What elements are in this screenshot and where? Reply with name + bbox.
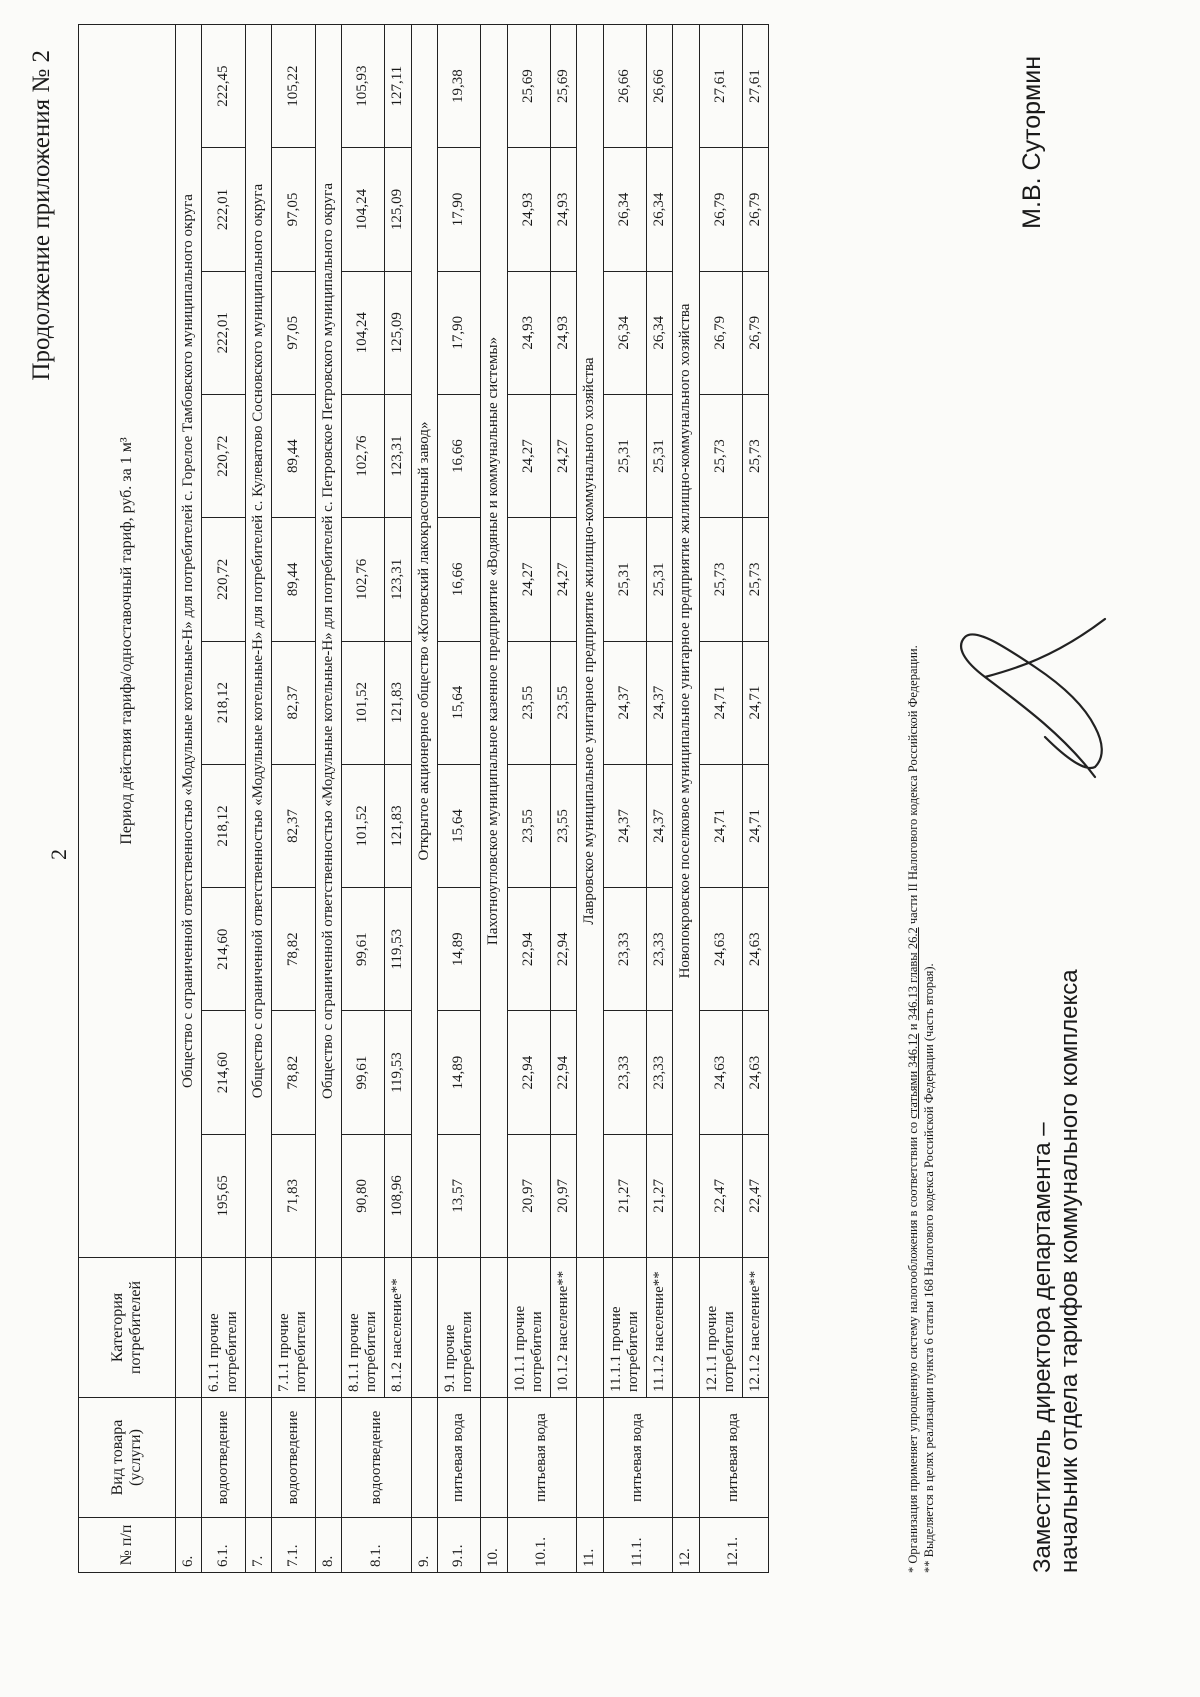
tariff-value: 15,64 (437, 764, 481, 887)
tariff-value: 24,93 (507, 271, 551, 394)
section-spacer (673, 1258, 699, 1398)
tariff-value: 22,47 (743, 1134, 769, 1257)
section-spacer (176, 1258, 202, 1398)
section-spacer (673, 1398, 699, 1518)
table-row (699, 25, 743, 1573)
footnote-link-346-12[interactable]: статьями 346.12 (906, 1033, 920, 1119)
section-title: Лавровское муниципальное унитарное предприятие жилищно-коммунального хозяйства (577, 25, 603, 1258)
tariff-value: 24,71 (699, 764, 743, 887)
table-body (176, 25, 769, 1573)
tariff-value: 23,33 (647, 888, 673, 1011)
tariff-value: 22,47 (699, 1134, 743, 1257)
tariff-value: 222,01 (202, 271, 246, 394)
product-type: питьевая вода (507, 1398, 577, 1518)
product-type: водоотведение (202, 1398, 246, 1518)
tariff-value: 22,94 (507, 888, 551, 1011)
tariff-value: 25,31 (647, 394, 673, 517)
tariff-value: 25,69 (507, 25, 551, 148)
tariff-value: 222,45 (202, 25, 246, 148)
footnote-1: * Организация применяет упрощенную систему налогообложения в соответствии со статьями 346.12 и 346.13 главы 26.2 части II Налогового кодекса Российской Федерации. (906, 645, 920, 1573)
consumer-category: 8.1.1 прочие потребители (341, 1258, 385, 1398)
tariff-value: 89,44 (272, 394, 316, 517)
row-code: 7.1. (272, 1518, 316, 1573)
tariff-value: 24,71 (743, 641, 769, 764)
tariff-value: 24,37 (603, 764, 647, 887)
tariff-value: 27,61 (743, 25, 769, 148)
tariff-value: 119,53 (385, 1011, 411, 1134)
signatory-name: М.В. Сутормин (1018, 56, 1046, 229)
section-header-row (411, 25, 437, 1573)
footnote-link-346-13[interactable]: 346.13 главы 26.2 (906, 927, 920, 1021)
table-row (341, 25, 385, 1573)
tariff-value: 78,82 (272, 1011, 316, 1134)
table-row (507, 25, 551, 1573)
product-type: питьевая вода (437, 1398, 481, 1518)
header-period: Период действия тарифа/одноставочный тариф, руб. за 1 м³ (79, 25, 176, 1258)
table-row (437, 25, 481, 1573)
tariff-value: 102,76 (341, 394, 385, 517)
row-code: 12.1. (699, 1518, 769, 1573)
section-spacer (411, 1398, 437, 1518)
tariff-value: 24,93 (551, 148, 577, 271)
tariff-value: 26,79 (743, 148, 769, 271)
tariff-value: 24,37 (647, 641, 673, 764)
row-code: 8.1. (341, 1518, 411, 1573)
table-row (385, 25, 411, 1573)
header-category: Категория потребителей (79, 1258, 176, 1398)
section-title: Пахотноугловское муниципальное казенное предприятие «Водяные и коммунальные системы» (481, 25, 507, 1258)
tariff-value: 24,37 (603, 641, 647, 764)
section-header-row (577, 25, 603, 1573)
tariff-value: 127,11 (385, 25, 411, 148)
tariff-value: 214,60 (202, 888, 246, 1011)
section-code: 8. (315, 1518, 341, 1573)
tariff-value: 218,12 (202, 641, 246, 764)
consumer-category: 8.1.2 население** (385, 1258, 411, 1398)
tariff-value: 26,34 (603, 148, 647, 271)
tariff-value: 26,34 (647, 148, 673, 271)
section-spacer (245, 1258, 271, 1398)
section-spacer (176, 1398, 202, 1518)
tariff-value: 121,83 (385, 641, 411, 764)
tariff-value: 24,27 (507, 394, 551, 517)
section-title: Общество с ограниченной ответственностью «Модульные котельные-Н» для потребителей с. Кулеватово Сосновского муниципального округа (245, 25, 271, 1258)
section-title: Открытое акционерное общество «Котовский лакокрасочный завод» (411, 25, 437, 1258)
row-code: 11.1. (603, 1518, 673, 1573)
tariff-value: 121,83 (385, 764, 411, 887)
section-title: Новопокровское поселковое муниципальное унитарное предприятие жилищно-коммунального хозяйства (673, 25, 699, 1258)
section-code: 9. (411, 1518, 437, 1573)
tariff-value: 26,34 (647, 271, 673, 394)
consumer-category: 7.1.1 прочие потребители (272, 1258, 316, 1398)
tariff-value: 23,55 (551, 764, 577, 887)
tariff-value: 218,12 (202, 764, 246, 887)
section-spacer (481, 1398, 507, 1518)
table-row (551, 25, 577, 1573)
tariff-value: 123,31 (385, 518, 411, 641)
consumer-category: 11.1.1 прочие потребители (603, 1258, 647, 1398)
consumer-category: 12.1.2 население** (743, 1258, 769, 1398)
table-row (743, 25, 769, 1573)
tariff-value: 119,53 (385, 888, 411, 1011)
tariff-value: 26,79 (699, 148, 743, 271)
tariff-value: 99,61 (341, 888, 385, 1011)
row-code: 6.1. (202, 1518, 246, 1573)
product-type: питьевая вода (699, 1398, 769, 1518)
page-number: 2 (46, 849, 71, 860)
tariff-value: 24,93 (551, 271, 577, 394)
tariff-value: 23,55 (507, 641, 551, 764)
section-spacer (481, 1258, 507, 1398)
section-spacer (577, 1258, 603, 1398)
tariff-value: 26,66 (603, 25, 647, 148)
tariff-value: 90,80 (341, 1134, 385, 1257)
tariff-value: 21,27 (603, 1134, 647, 1257)
tariff-value: 101,52 (341, 764, 385, 887)
tariff-value: 20,97 (551, 1134, 577, 1257)
section-header-row (245, 25, 271, 1573)
section-code: 12. (673, 1518, 699, 1573)
tariff-value: 222,01 (202, 148, 246, 271)
tariff-value: 99,61 (341, 1011, 385, 1134)
row-code: 10.1. (507, 1518, 577, 1573)
tariff-value: 14,89 (437, 888, 481, 1011)
tariff-value: 22,94 (507, 1011, 551, 1134)
table-row (202, 25, 246, 1573)
tariff-value: 25,73 (743, 518, 769, 641)
product-type: водоотведение (272, 1398, 316, 1518)
consumer-category: 12.1.1 прочие потребители (699, 1258, 743, 1398)
tariff-value: 78,82 (272, 888, 316, 1011)
handwritten-signature (945, 607, 1115, 797)
tariff-value: 25,31 (603, 394, 647, 517)
tariff-value: 24,93 (507, 148, 551, 271)
tariff-value: 125,09 (385, 271, 411, 394)
tariff-value: 22,94 (551, 1011, 577, 1134)
product-type: водоотведение (341, 1398, 411, 1518)
tariff-value: 108,96 (385, 1134, 411, 1257)
tariff-value: 16,66 (437, 394, 481, 517)
tariff-value: 82,37 (272, 641, 316, 764)
appendix-title: Продолжение приложения № 2 (28, 50, 55, 381)
tariff-value: 23,33 (603, 1011, 647, 1134)
section-spacer (577, 1398, 603, 1518)
tariff-value: 14,89 (437, 1011, 481, 1134)
tariff-value: 27,61 (699, 25, 743, 148)
section-header-row (315, 25, 341, 1573)
tariff-value: 105,22 (272, 25, 316, 148)
section-title: Общество с ограниченной ответственностью «Модульные котельные-Н» для потребителей с. Петровское Петровского муниципального округа (315, 25, 341, 1258)
tariff-value: 195,65 (202, 1134, 246, 1257)
header-index: № п/п (79, 1518, 176, 1573)
tariff-value: 20,97 (507, 1134, 551, 1257)
consumer-category: 9.1 прочие потребители (437, 1258, 481, 1398)
tariff-value: 25,73 (699, 394, 743, 517)
tariff-value: 23,55 (551, 641, 577, 764)
tariff-value: 97,05 (272, 271, 316, 394)
tariff-value: 16,66 (437, 518, 481, 641)
tariff-value: 24,63 (743, 888, 769, 1011)
tariff-value: 25,31 (603, 518, 647, 641)
tariff-value: 24,63 (699, 1011, 743, 1134)
tariff-value: 22,94 (551, 888, 577, 1011)
section-header-row (176, 25, 202, 1573)
header-product: Вид товара (услуги) (79, 1398, 176, 1518)
position-line-1: Заместитель директора департамента – (1029, 1122, 1056, 1573)
tariff-value: 97,05 (272, 148, 316, 271)
section-spacer (315, 1258, 341, 1398)
tariff-value: 102,76 (341, 518, 385, 641)
table-row (272, 25, 316, 1573)
tariff-value: 26,79 (743, 271, 769, 394)
signature-position (1030, 969, 1084, 1573)
tariff-value: 13,57 (437, 1134, 481, 1257)
section-code: 11. (577, 1518, 603, 1573)
tariff-value: 24,37 (647, 764, 673, 887)
table-row (603, 25, 647, 1573)
section-code: 7. (245, 1518, 271, 1573)
tariff-value: 104,24 (341, 271, 385, 394)
tariff-value: 220,72 (202, 518, 246, 641)
tariff-value: 24,63 (743, 1011, 769, 1134)
tariff-value: 104,24 (341, 148, 385, 271)
section-spacer (245, 1398, 271, 1518)
tariff-value: 71,83 (272, 1134, 316, 1257)
row-code: 9.1. (437, 1518, 481, 1573)
tariff-value: 25,31 (647, 518, 673, 641)
position-line-2: начальник отдела тарифов коммунального комплекса (1055, 969, 1083, 1573)
tariff-value: 26,79 (699, 271, 743, 394)
tariff-value: 24,71 (743, 764, 769, 887)
tariff-value: 19,38 (437, 25, 481, 148)
section-header-row (481, 25, 507, 1573)
tariff-value: 220,72 (202, 394, 246, 517)
consumer-category: 6.1.1 прочие потребители (202, 1258, 246, 1398)
footnotes (905, 645, 938, 1573)
tariff-value: 25,73 (699, 518, 743, 641)
consumer-category: 11.1.2 население** (647, 1258, 673, 1398)
tariff-value: 25,73 (743, 394, 769, 517)
tariff-value: 25,69 (551, 25, 577, 148)
section-header-row (673, 25, 699, 1573)
tariff-value: 26,34 (603, 271, 647, 394)
tariff-value: 24,27 (507, 518, 551, 641)
tariff-value: 23,33 (647, 1011, 673, 1134)
tariff-value: 24,27 (551, 394, 577, 517)
tariff-value: 214,60 (202, 1011, 246, 1134)
tariff-value: 123,31 (385, 394, 411, 517)
section-spacer (411, 1258, 437, 1398)
tariff-value: 105,93 (341, 25, 385, 148)
tariff-value: 125,09 (385, 148, 411, 271)
tariff-value: 21,27 (647, 1134, 673, 1257)
section-code: 6. (176, 1518, 202, 1573)
tariff-value: 24,27 (551, 518, 577, 641)
consumer-category: 10.1.2 население** (551, 1258, 577, 1398)
tariff-value: 89,44 (272, 518, 316, 641)
tariff-value: 17,90 (437, 271, 481, 394)
section-spacer (315, 1398, 341, 1518)
tariff-value: 23,55 (507, 764, 551, 887)
product-type: питьевая вода (603, 1398, 673, 1518)
table-header-row (79, 25, 176, 1573)
tariff-table (78, 24, 769, 1573)
tariff-value: 26,66 (647, 25, 673, 148)
section-code: 10. (481, 1518, 507, 1573)
footnote-2: ** Выделяется в целях реализации пункта 6 статьи 168 Налогового кодекса Российской Федерации (часть вторая). (922, 963, 937, 1573)
tariff-value: 24,63 (699, 888, 743, 1011)
tariff-value: 23,33 (603, 888, 647, 1011)
tariff-value: 24,71 (699, 641, 743, 764)
tariff-value: 82,37 (272, 764, 316, 887)
table-row (647, 25, 673, 1573)
tariff-value: 101,52 (341, 641, 385, 764)
section-title: Общество с ограниченной ответственностью «Модульные котельные-Н» для потребителей с. Горелое Тамбовского муниципального округа (176, 25, 202, 1258)
tariff-value: 15,64 (437, 641, 481, 764)
tariff-value: 17,90 (437, 148, 481, 271)
consumer-category: 10.1.1 прочие потребители (507, 1258, 551, 1398)
